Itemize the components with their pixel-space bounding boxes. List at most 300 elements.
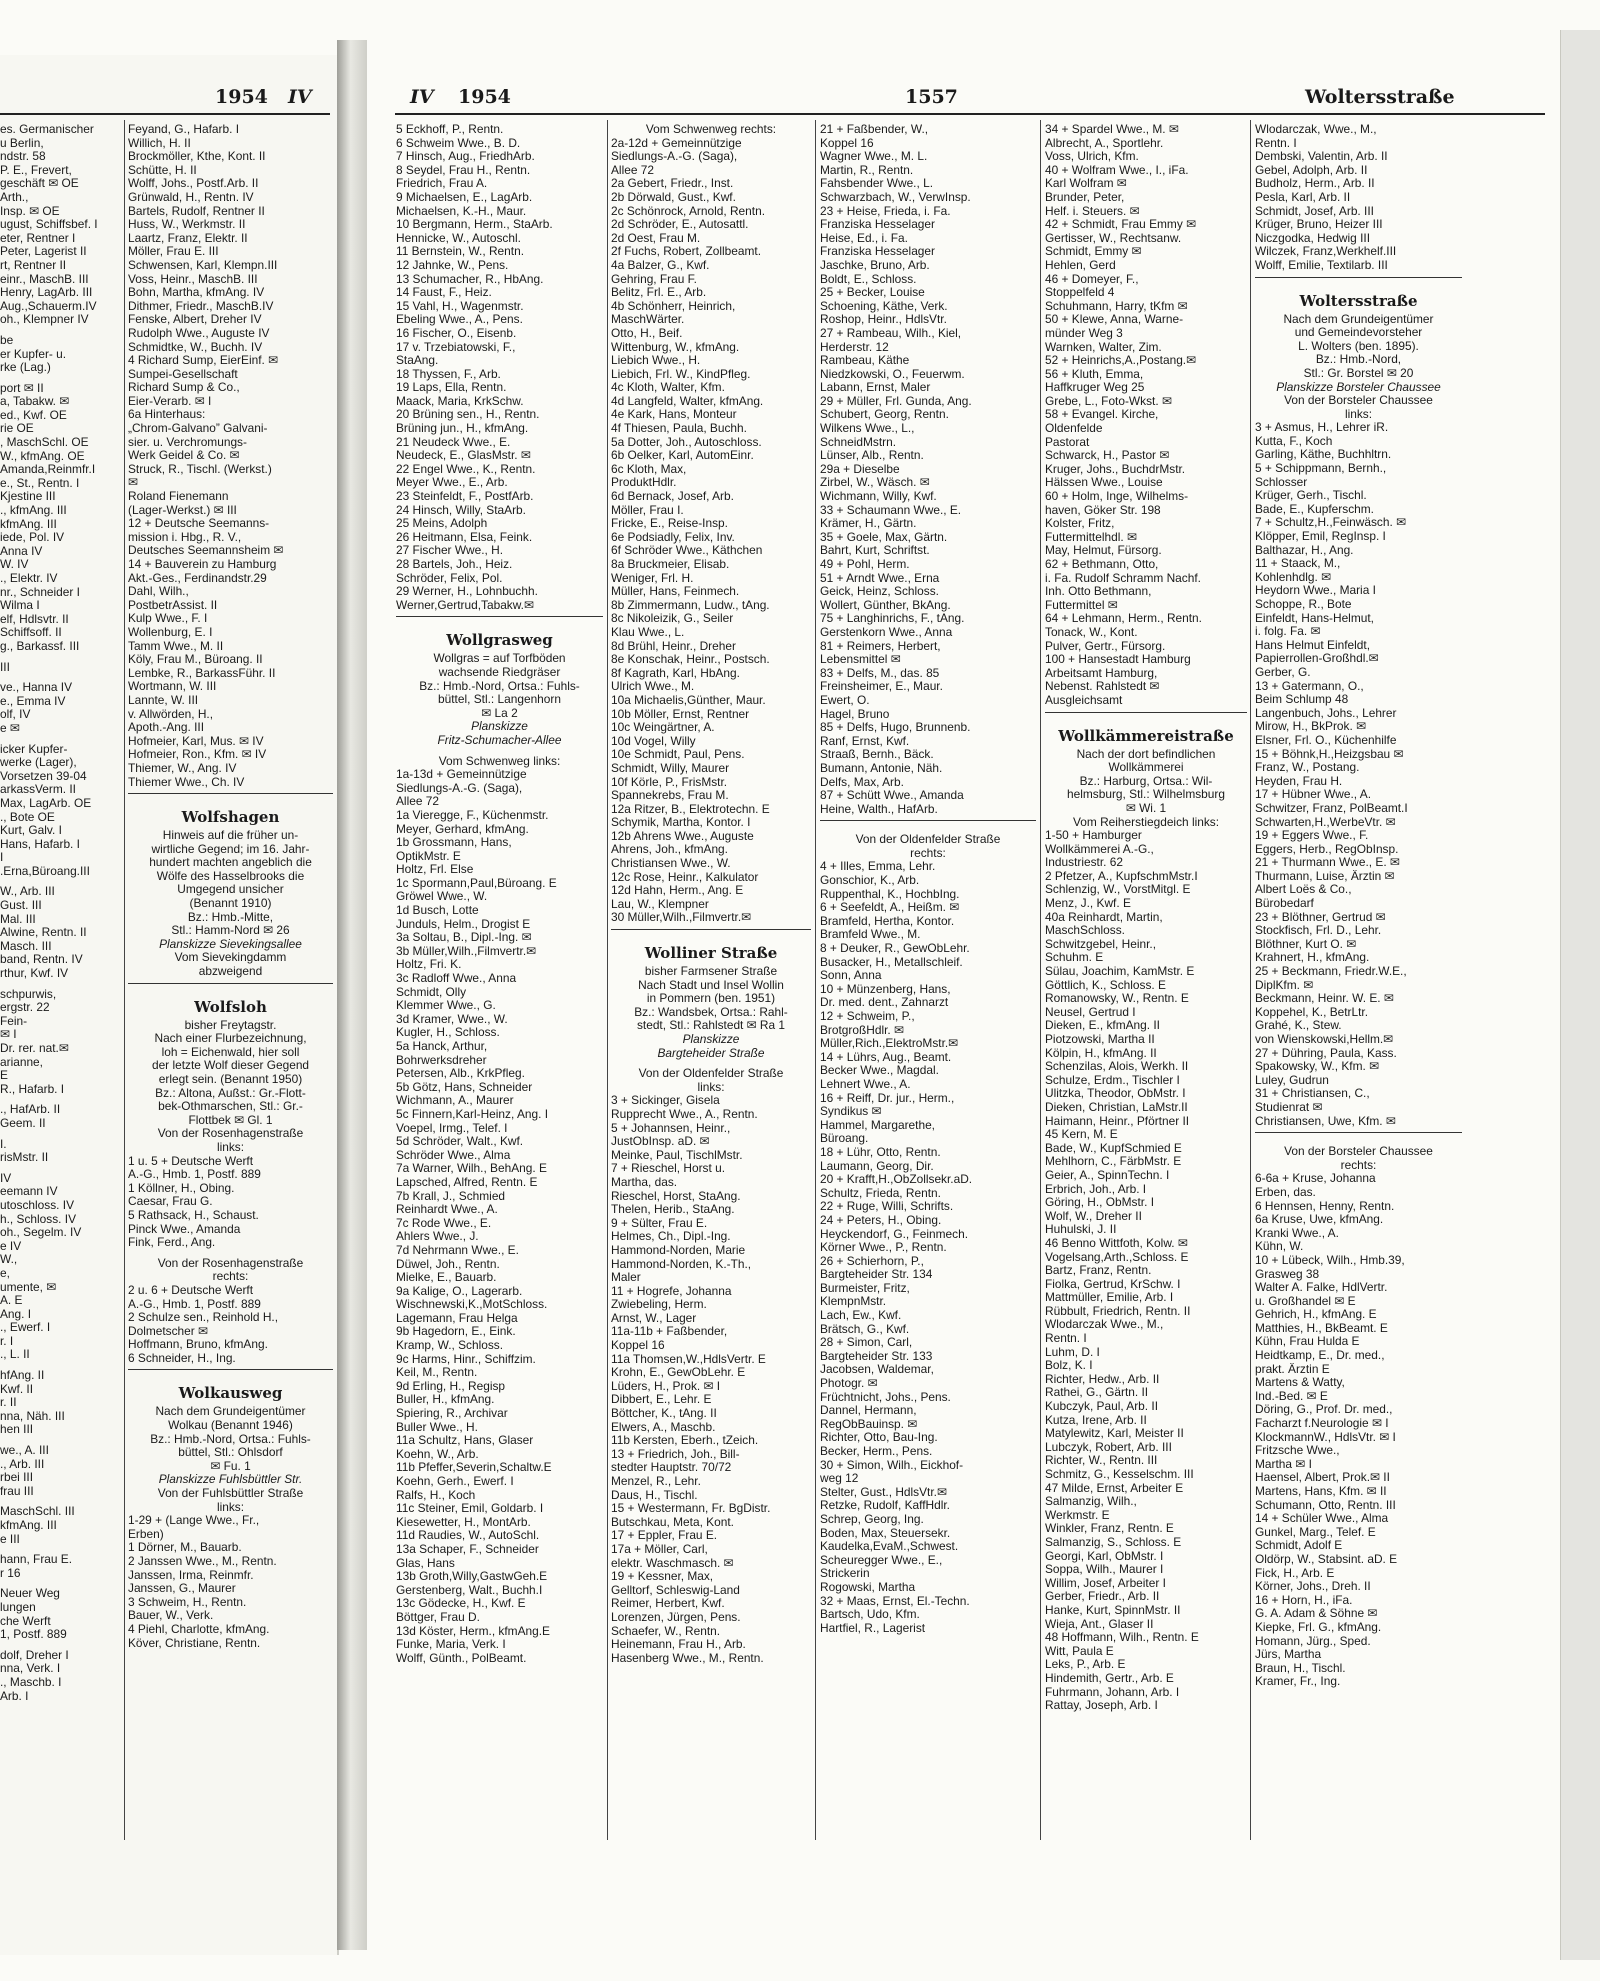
- directory-entry: weg 12: [820, 1472, 859, 1486]
- directory-entry: h., Schloss. IV: [0, 1212, 77, 1226]
- directory-entry: Geier, A., SpinnTechn. I: [1045, 1168, 1170, 1182]
- directory-entry: Retzke, Rudolf, KaffHdlr.: [820, 1499, 950, 1513]
- directory-entry: Anna IV: [0, 544, 43, 558]
- directory-entry: 14 + Schüler Wwe., Alma: [1255, 1512, 1389, 1526]
- directory-entry: 3 + Sickinger, Gisela: [611, 1094, 720, 1108]
- directory-entry: ndstr. 58: [0, 150, 46, 164]
- directory-entry: 3a Soltau, B., Dipl.-Ing. ✉: [396, 931, 532, 945]
- directory-entry: 21 + Faßbender, W.,: [820, 123, 929, 136]
- directory-entry: rt, Rentner II: [0, 258, 67, 272]
- section-rule: [396, 616, 603, 626]
- directory-entry: frau III: [0, 1484, 34, 1498]
- street-note: (Benannt 1910): [189, 897, 272, 911]
- directory-entry: Struck, R., Tischl. (Werkst.): [128, 462, 272, 476]
- directory-entry: Rübbult, Friedrich, Rentn. II: [1045, 1304, 1191, 1318]
- directory-entry: Franziska Hesselager: [820, 218, 935, 232]
- directory-entry: Schoppe, R., Bote: [1255, 598, 1352, 611]
- directory-entry: Kranki Wwe., A.: [1255, 1226, 1339, 1240]
- directory-entry: Scheuregger Wwe., E.,: [820, 1553, 943, 1567]
- directory-entry: e IV: [0, 1239, 22, 1253]
- directory-entry: kfmAng. III: [0, 517, 57, 531]
- directory-entry: 15 + Böhnk,H.,Heizgsbau ✉: [1255, 747, 1404, 761]
- directory-entry: 6b Oelker, Karl, AutomEinr.: [611, 449, 754, 463]
- directory-entry: Keil, M., Rentn.: [396, 1366, 478, 1380]
- directory-entry: I: [0, 851, 4, 865]
- directory-entry: Martens, Hans, Kfm. ✉ II: [1255, 1485, 1387, 1498]
- map-reference: Planskizze: [682, 1033, 740, 1046]
- directory-entry: Kwf. II: [0, 1382, 34, 1396]
- directory-entry: Schlosser: [1255, 475, 1308, 489]
- directory-entry: 7d Nehrmann Wwe., E.: [396, 1243, 519, 1257]
- directory-entry: 42 + Schmidt, Frau Emmy ✉: [1045, 218, 1197, 232]
- directory-entry: Homann, Jürg., Sped.: [1255, 1634, 1371, 1648]
- directory-entry: 29 Werner, H., Lohnbuchh.: [396, 585, 538, 599]
- directory-entry: Roland Fienemann: [128, 490, 229, 504]
- directory-entry: 30 + Simon, Wilh., Eickhof-: [820, 1458, 964, 1472]
- directory-entry: 9a Kalige, O., Lagerarb.: [396, 1284, 523, 1298]
- directory-entry: eter, Rentner I: [0, 231, 76, 245]
- directory-entry: Dibbert, E., Lehr. E: [611, 1393, 712, 1407]
- directory-entry: ProduktHdlr.: [611, 476, 677, 490]
- directory-entry: Thiemer, W., Ang. IV: [128, 761, 237, 775]
- directory-entry: 6c Kloth, Max,: [611, 462, 687, 476]
- directory-entry: Vorsetzen 39-04: [0, 769, 87, 783]
- directory-entry: Witt, Paula E: [1045, 1644, 1114, 1658]
- directory-entry: 9 Michaelsen, E., LagArb.: [396, 190, 533, 204]
- directory-entry: Ind.-Bed. ✉ E: [1255, 1389, 1328, 1403]
- directory-entry: ., Maschb. I: [0, 1675, 62, 1689]
- directory-entry: ✉ I: [0, 1028, 17, 1042]
- right-year: 1954: [458, 86, 511, 108]
- directory-entry: Stoppelfeld 4: [1045, 286, 1115, 300]
- directory-entry: Brockmöller, Kthe, Kont. II: [128, 150, 266, 164]
- directory-entry: Dr. med. dent., Zahnarzt: [820, 996, 949, 1010]
- directory-entry: oh., Klempner IV: [0, 313, 89, 327]
- directory-entry: Niczgodka, Hedwig III: [1255, 231, 1370, 245]
- page-edge: [1560, 30, 1600, 1960]
- directory-entry: OptikMstr. E: [396, 849, 461, 863]
- directory-entry: .Erna,Büroang.III: [0, 864, 90, 878]
- street-note: loh = Eichenwald, hier soll: [161, 1045, 300, 1059]
- directory-entry: risMstr. II: [0, 1151, 49, 1165]
- directory-entry: KlockmannW., HdlsVtr. ✉ I: [1255, 1430, 1396, 1444]
- directory-entry: 4c Kloth, Walter, Kfm.: [611, 381, 725, 395]
- directory-entry: Wieja, Ant., Glaser II: [1045, 1617, 1154, 1631]
- street-heading: Wolkausweg: [178, 1384, 283, 1403]
- directory-entry: Richter, W., Rentn. III: [1045, 1454, 1158, 1468]
- directory-entry: Studienrat ✉: [1255, 1100, 1323, 1114]
- directory-entry: 2 Janssen Wwe., M., Rentn.: [128, 1555, 277, 1568]
- directory-entry: 27 + Dühring, Paula, Kass.: [1255, 1046, 1397, 1060]
- street-note: links:: [216, 1500, 245, 1514]
- directory-entry: Pastorat: [1045, 435, 1090, 449]
- directory-entry: 14 + Bauverein zu Hamburg: [128, 558, 277, 571]
- directory-entry: kfmAng. III: [0, 1519, 57, 1532]
- directory-entry: Lannte, W. III: [128, 693, 199, 707]
- directory-entry: Hartfiel, R., Lagerist: [820, 1621, 926, 1635]
- directory-entry: Futtermittelhdl. ✉: [1045, 530, 1137, 544]
- directory-entry: Arth.,: [0, 190, 29, 204]
- directory-entry: Lapsched, Alfred, Rentn. E: [396, 1175, 538, 1189]
- directory-entry: 10 + Münzenberg, Hans,: [820, 982, 951, 996]
- directory-entry: Dithmer, Friedr., MaschB.IV: [128, 299, 274, 313]
- directory-entry: Gröwel Wwe., W.: [396, 890, 488, 904]
- directory-entry: Hoffmann, Bruno, kfmAng.: [128, 1338, 268, 1352]
- directory-entry: 2 Pfetzer, A., KupfschmMstr.I: [1045, 869, 1198, 883]
- directory-entry: 2 u. 6 + Deutsche Werft: [128, 1283, 254, 1297]
- directory-entry: Voss, Ulrich, Kfm.: [1045, 150, 1139, 164]
- directory-entry: 85 + Delfs, Hugo, Brunnenb.: [820, 721, 971, 735]
- directory-entry: (Lager-Werkst.) ✉ III: [128, 503, 237, 517]
- directory-entry: Niedzkowski, O., Feuerwm.: [820, 367, 965, 381]
- directory-entry: Kramp, W., Schloss.: [396, 1339, 504, 1353]
- street-note: wirtliche Gegend; im 16. Jahr-: [151, 842, 310, 856]
- directory-entry: Jacobsen, Waldemar,: [820, 1363, 934, 1377]
- directory-entry: Schmidt, Josef, Arb. III: [1255, 204, 1374, 218]
- directory-entry: Dembski, Valentin, Arb. II: [1255, 150, 1388, 164]
- directory-entry: A. E: [0, 1294, 23, 1308]
- directory-entry: e., St., Rentn. I: [0, 476, 80, 490]
- directory-entry: Hofmeier, Karl, Mus. ✉ IV: [128, 734, 264, 748]
- street-note: bek-Othmarschen, Stl.: Gr.-: [158, 1100, 303, 1114]
- directory-entry: 32 + Maas, Ernst, El.-Techn.: [820, 1594, 970, 1608]
- directory-entry: Gust. III: [0, 899, 42, 913]
- directory-entry: Liebich Wwe., H.: [611, 354, 701, 368]
- directory-entry: Bahrt, Kurt, Schriftst.: [820, 544, 930, 558]
- directory-entry: Brätsch, G., Kwf.: [820, 1322, 910, 1336]
- directory-entry: Roshop, Heinr., HdlsVtr.: [820, 313, 947, 327]
- directory-entry: Brunder, Peter,: [1045, 190, 1125, 204]
- directory-entry: 40 + Wolfram Wwe., I., iFa.: [1045, 163, 1189, 177]
- column-rule: [1040, 120, 1041, 1840]
- directory-entry: 7 + Schultz,H.,Feinwäsch. ✉: [1255, 516, 1407, 530]
- directory-entry: 5a Hanck, Arthur,: [396, 1040, 488, 1053]
- directory-entry: Grahé, K., Stew.: [1255, 1019, 1342, 1033]
- directory-entry: Garling, Käthe, Buchhltrn.: [1255, 448, 1392, 462]
- section-rule: [611, 929, 811, 939]
- directory-entry: Koppehel, K., BetrLtr.: [1255, 1005, 1369, 1019]
- directory-entry: 3b Müller,Wilh.,Filmvertr.✉: [396, 944, 537, 958]
- directory-entry: Koehn, Gerh., Ewerf. I: [396, 1475, 514, 1488]
- street-note: hundert machten angeblich die: [149, 856, 312, 870]
- directory-entry: Christiansen, Uwe, Kfm. ✉: [1255, 1114, 1396, 1128]
- directory-entry: 2a Gebert, Friedr., Inst.: [611, 177, 734, 191]
- directory-entry: 4a Balzer, G., Kwf.: [611, 258, 710, 272]
- street-note: bisher Freytagstr.: [184, 1018, 277, 1032]
- directory-entry: Stelter, Gust., HdlsVtr.✉: [820, 1485, 947, 1499]
- directory-entry: Kühn, Frau Hulda E: [1255, 1335, 1360, 1349]
- directory-entry: Körner Wwe., P., Rentn.: [820, 1241, 947, 1255]
- directory-entry: Lünser, Alb., Rentn.: [820, 449, 924, 463]
- directory-entry: Busacker, H., Metallschleif.: [820, 955, 963, 969]
- directory-entry: 5 Rathsack, H., Schaust.: [128, 1208, 259, 1222]
- directory-entry: eemann IV: [0, 1185, 58, 1199]
- directory-entry: Thiemer Wwe., Ch. IV: [128, 775, 245, 789]
- directory-entry: 12 + Schweim, P.,: [820, 1010, 915, 1023]
- directory-entry: 24 + Peters, H., Obing.: [820, 1213, 942, 1227]
- section-rule: [820, 820, 1036, 830]
- directory-entry: Salmanzig, Wilh.,: [1045, 1495, 1137, 1509]
- directory-entry: Schlenzig, W., VorstMitgl. E: [1045, 883, 1191, 897]
- directory-entry: Schoening, Käthe, Verk.: [820, 299, 948, 313]
- directory-entry: Spakowsky, W., Kfm. ✉: [1255, 1060, 1380, 1074]
- directory-entry: Boldt, E., Schloss.: [820, 272, 917, 286]
- directory-entry: IV: [0, 1171, 12, 1185]
- directory-entry: Krahnert, H., kfmAng.: [1255, 951, 1370, 965]
- street-note: büttel, Stl.: Langenhorn: [438, 693, 561, 707]
- directory-entry: 11d Raudies, W., AutoSchl.: [396, 1529, 540, 1543]
- directory-entry: Jürs, Martha: [1255, 1648, 1322, 1662]
- directory-entry: 3c Radloff Wwe., Anna: [396, 972, 517, 986]
- directory-entry: nna, Verk. I: [0, 1662, 61, 1676]
- column-rule: [1250, 120, 1251, 1840]
- directory-entry: 81 + Reimers, Herbert,: [820, 639, 941, 653]
- directory-entry: I.: [0, 1137, 7, 1151]
- directory-entry: Apoth.-Ang. III: [128, 721, 205, 735]
- directory-entry: Früchtnicht, Johs., Pens.: [820, 1390, 951, 1404]
- directory-entry: 27 Fischer Wwe., H.: [396, 544, 504, 558]
- directory-entry: 45 Kern, M. E: [1045, 1128, 1118, 1142]
- directory-entry: Martha, das.: [611, 1175, 678, 1189]
- directory-entry: a, Tabakw. ✉: [0, 395, 70, 409]
- directory-entry: Belitz, Frl. E., Arb.: [611, 286, 707, 300]
- directory-entry: g., Barkassf. III: [0, 639, 80, 653]
- directory-entry: Wichmann, Willy, Kwf.: [820, 490, 937, 504]
- directory-entry: Rogowski, Martha: [820, 1580, 916, 1594]
- directory-entry: 29 + Müller, Frl. Gunda, Ang.: [820, 394, 972, 408]
- directory-entry: Heise, Ed., i. Fa.: [820, 231, 908, 245]
- directory-entry: 12 + Deutsche Seemanns-: [128, 517, 270, 531]
- directory-entry: JustObInsp. aD. ✉: [611, 1135, 710, 1149]
- directory-entry: Bartz, Franz, Rentn.: [1045, 1264, 1152, 1278]
- directory-entry: Romanowsky, W., Rentn. E: [1045, 992, 1189, 1006]
- directory-entry: Böttger, Frau D.: [396, 1610, 480, 1624]
- directory-entry: lungen: [0, 1600, 36, 1614]
- directory-entry: 26 + Schierhorn, P.,: [820, 1254, 924, 1268]
- directory-entry: Bade, W., KupfSchmied E: [1045, 1141, 1182, 1155]
- directory-entry: rke (Lag.): [0, 361, 51, 375]
- directory-entry: 6a Kruse, Uwe, kfmAng.: [1255, 1213, 1384, 1227]
- directory-entry: Schwarck, H., Pastor ✉: [1045, 449, 1170, 463]
- directory-entry: 6 + Seefeldt, A., Heißm. ✉: [820, 901, 960, 915]
- directory-entry: ., L. II: [0, 1348, 30, 1362]
- directory-entry: Dahl, Wilh.,: [128, 585, 189, 599]
- directory-entry: Lubczyk, Robert, Arb. III: [1045, 1440, 1172, 1454]
- directory-entry: Kutza, Irene, Arb. II: [1045, 1413, 1147, 1427]
- directory-entry: Peter, Lagerist II: [0, 245, 87, 259]
- spacer: [0, 1580, 121, 1587]
- directory-entry: 10b Möller, Ernst, Rentner: [611, 707, 750, 721]
- directory-entry: 19 + Kessner, Max,: [611, 1570, 714, 1584]
- directory-entry: Schwitzgebel, Heinr.,: [1045, 937, 1157, 951]
- directory-entry: 16 Fischer, O., Eisenb.: [396, 326, 517, 340]
- column-rule: [607, 120, 608, 1840]
- street-note: Von der Borsteler Chaussee: [1284, 1145, 1433, 1159]
- directory-entry: 9c Harms, Hinr., Schiffzim.: [396, 1352, 536, 1366]
- directory-entry: r 16: [0, 1566, 21, 1580]
- directory-entry: III: [0, 660, 10, 674]
- directory-entry: Salmanzig, S., Schloss. E: [1045, 1535, 1182, 1549]
- directory-entry: Janssen, G., Maurer: [128, 1582, 236, 1596]
- directory-entry: MaschSchl. III: [0, 1505, 75, 1519]
- directory-entry: Schymik, Martha, Kontor. I: [611, 816, 751, 830]
- directory-entry: Ranf, Ernst, Kwf.: [820, 734, 910, 748]
- directory-entry: Wortmann, W. III: [128, 680, 217, 694]
- street-note: Flottbek ✉ Gl. 1: [188, 1113, 273, 1127]
- directory-entry: Schwitzer, Franz, PolBeamt.I: [1255, 801, 1408, 815]
- directory-entry: Buller Wwe., H.: [396, 1420, 478, 1434]
- directory-entry: Fein-: [0, 1014, 28, 1028]
- directory-entry: 14 Faust, F., Heiz.: [396, 286, 492, 300]
- directory-entry: 12b Ahrens Wwe., Auguste: [611, 829, 754, 843]
- directory-entry: e., Emma IV: [0, 694, 66, 708]
- directory-entry: band, Rentn. IV: [0, 953, 83, 967]
- directory-entry: Krohn, E., GewObLehr. E: [611, 1366, 746, 1380]
- directory-entry: Böttcher, K., tAng. II: [611, 1407, 717, 1421]
- directory-entry: Krämer, H., Gärtn.: [820, 517, 917, 531]
- directory-entry: r. II: [0, 1396, 17, 1410]
- directory-entry: ve., Hanna IV: [0, 681, 73, 695]
- directory-entry: 52 + Heinrichs,A.,Postang.✉: [1045, 354, 1197, 368]
- directory-entry: rie OE: [0, 422, 34, 436]
- directory-entry: 14 + Lührs, Aug., Beamt.: [820, 1050, 952, 1064]
- directory-entry: Tamm Wwe., M. II: [128, 639, 224, 653]
- directory-entry: Nebenst. Rahlstedt ✉: [1045, 680, 1160, 694]
- directory-entry: Klemmer Wwe., G.: [396, 999, 496, 1013]
- left-section-label: IV: [288, 86, 312, 108]
- directory-entry: schpurwis,: [0, 987, 57, 1001]
- street-note: Von der Oldenfelder Straße: [638, 1067, 784, 1081]
- directory-entry: 4f Thiesen, Paula, Buchh.: [611, 422, 747, 436]
- directory-entry: Gonschior, K., Arb.: [820, 874, 920, 888]
- directory-entry: 64 + Lehmann, Herm., Rentn.: [1045, 612, 1202, 626]
- directory-entry: 5c Finnern,Karl-Heinz, Ang. I: [396, 1107, 549, 1121]
- directory-entry: Wischnewski,K.,MotSchloss.: [396, 1298, 548, 1312]
- directory-entry: Rupprecht Wwe., A., Rentn.: [611, 1107, 758, 1121]
- directory-entry: Junduls, Helm., Drogist E: [396, 917, 531, 931]
- directory-entry: 25 Meins, Adolph: [396, 517, 488, 531]
- directory-entry: 50 + Klewe, Anna, Warne-: [1045, 313, 1184, 327]
- directory-entry: Facharzt f.Neurologie ✉ I: [1255, 1417, 1389, 1431]
- directory-entry: Bauer, W., Verk.: [128, 1609, 214, 1623]
- street-note: Nach einer Flurbezeichnung,: [154, 1032, 307, 1046]
- directory-entry: 28 + Simon, Carl,: [820, 1336, 913, 1350]
- directory-entry: BrotgroßHdlr. ✉: [820, 1023, 904, 1037]
- directory-entry: icker Kupfer-: [0, 742, 68, 756]
- directory-entry: Schulze, Erdm., Tischler I: [1045, 1073, 1180, 1087]
- directory-entry: Döring, G., Prof. Dr. med.,: [1255, 1403, 1393, 1417]
- directory-entry: W. IV: [0, 558, 29, 572]
- directory-entry: elektr. Waschmasch. ✉: [611, 1556, 734, 1570]
- spacer: [0, 1362, 121, 1369]
- directory-entry: Beckmann, Heinr. W. E. ✉: [1255, 992, 1394, 1006]
- directory-entry: Arnst, W., Lager: [611, 1311, 697, 1325]
- directory-entry: Hans Helmut Einfeldt,: [1255, 638, 1370, 652]
- directory-entry: Daus, H., Tischl.: [611, 1488, 698, 1502]
- street-note: stedt, Stl.: Rahlstedt ✉ Ra 1: [636, 1019, 786, 1033]
- directory-entry: 6 Hennsen, Henny, Rentn.: [1255, 1199, 1395, 1213]
- directory-entry: 62 + Bethmann, Otto,: [1045, 558, 1159, 571]
- directory-entry: 6d Bernack, Josef, Arb.: [611, 490, 734, 504]
- directory-entry: stedter Hauptstr. 70/72: [611, 1461, 732, 1475]
- directory-entry: Hans, Hafarb. I: [0, 837, 80, 851]
- directory-entry: 5 Eckhoff, P., Rentn.: [396, 123, 504, 136]
- directory-entry: Göttlich, K., Schloss. E: [1045, 978, 1166, 992]
- directory-entry: Werk Geidel & Co. ✉: [128, 449, 240, 463]
- directory-entry: Burmeister, Fritz,: [820, 1281, 910, 1295]
- directory-entry: Brüning jun., H., kfmAng.: [396, 422, 529, 436]
- street-note: und Gemeindevorsteher: [1294, 326, 1423, 340]
- directory-entry: 4e Kark, Hans, Monteur: [611, 408, 737, 422]
- directory-entry: 8c Nikoleizik, G., Seiler: [611, 612, 734, 626]
- directory-entry: Ebeling Wwe., A., Pens.: [396, 313, 523, 327]
- directory-entry: Haimann, Heinr., Pförtner II: [1045, 1114, 1190, 1128]
- directory-entry: Gerber, Friedr., Arb. II: [1045, 1590, 1160, 1604]
- directory-entry: Holtz, Fri. K.: [396, 958, 462, 972]
- directory-entry: e,: [0, 1266, 10, 1280]
- directory-entry: Klau Wwe., L.: [611, 625, 685, 639]
- directory-entry: Industriestr. 62: [1045, 856, 1123, 870]
- street-note: ✉ Fu. 1: [210, 1459, 251, 1473]
- left-page-column-2: [128, 123, 333, 1843]
- directory-entry: Kurt, Galv. I: [0, 824, 62, 838]
- directory-entry: Willich, H. II: [128, 136, 191, 150]
- street-note: bisher Farmsener Straße: [644, 965, 778, 979]
- directory-entry: Jaschke, Bruno, Arb.: [820, 258, 930, 272]
- directory-entry: 22 + Ruge, Willi, Schrifts.: [820, 1200, 954, 1214]
- directory-entry: sier. u. Verchromungs-: [128, 435, 247, 449]
- directory-entry: W.,: [0, 1253, 18, 1267]
- directory-entry: Rentn. I: [1045, 1332, 1087, 1346]
- directory-entry: Piotzowski, Martha II: [1045, 1033, 1155, 1046]
- directory-entry: u. Großhandel ✉ E: [1255, 1294, 1356, 1308]
- directory-entry: Menz, J., Kwf. E: [1045, 897, 1131, 911]
- directory-entry: 40a Reinhardt, Martin,: [1045, 910, 1163, 924]
- directory-entry: Insp. ✉ OE: [0, 204, 60, 218]
- directory-entry: 4 + Illes, Emma, Lehr.: [820, 860, 936, 874]
- directory-entry: 17 + Eppler, Frau E.: [611, 1529, 718, 1543]
- directory-entry: Herderstr. 12: [820, 340, 889, 354]
- directory-entry: Lembke, R., BarkassFühr. II: [128, 666, 276, 680]
- directory-entry: Gerber, G.: [1255, 665, 1311, 679]
- map-reference: Planskizze Borsteler Chaussee: [1276, 380, 1441, 394]
- directory-entry: 12d Hahn, Herm., Ang. E: [611, 884, 744, 898]
- street-heading: Wolfsloh: [194, 997, 267, 1016]
- street-note: Von der Fuhlsbüttler Straße: [157, 1487, 304, 1501]
- directory-entry: Kohlenhdlg. ✉: [1255, 570, 1332, 584]
- directory-entry: 16 + Reiff, Dr. jur., Herm.,: [820, 1091, 955, 1105]
- directory-entry: 7c Rode Wwe., E.: [396, 1216, 492, 1230]
- directory-entry: port ✉ II: [0, 381, 44, 395]
- directory-entry: Janssen, Irma, Reinmfr.: [128, 1568, 254, 1582]
- directory-entry: Caesar, Frau G.: [128, 1195, 213, 1209]
- directory-entry: 11a-11b + Faßbender,: [611, 1325, 728, 1339]
- section-rule: [128, 793, 333, 803]
- directory-entry: Huss, W., Werkmstr. II: [128, 218, 246, 232]
- map-reference: Planskizze Sievekingsallee: [159, 937, 302, 951]
- directory-entry: 7 + Rieschel, Horst u.: [611, 1162, 726, 1176]
- directory-entry: 10e Schmidt, Paul, Pens.: [611, 748, 745, 762]
- directory-entry: Mielke, E., Bauarb.: [396, 1271, 497, 1285]
- directory-entry: 46 Benno Wittfoth, Kolw. ✉: [1045, 1236, 1188, 1250]
- directory-entry: Kutta, F., Koch: [1255, 434, 1333, 448]
- directory-entry: Lagemann, Frau Helga: [396, 1311, 518, 1325]
- street-heading: Wolliner Straße: [644, 944, 778, 963]
- directory-entry: elf, Hdlsvtr. II: [0, 612, 69, 626]
- directory-entry: Köver, Christiane, Rentn.: [128, 1636, 261, 1650]
- directory-entry: Braun, H., Tischl.: [1255, 1661, 1346, 1675]
- directory-entry: 33 + Schaumann Wwe., E.: [820, 503, 962, 517]
